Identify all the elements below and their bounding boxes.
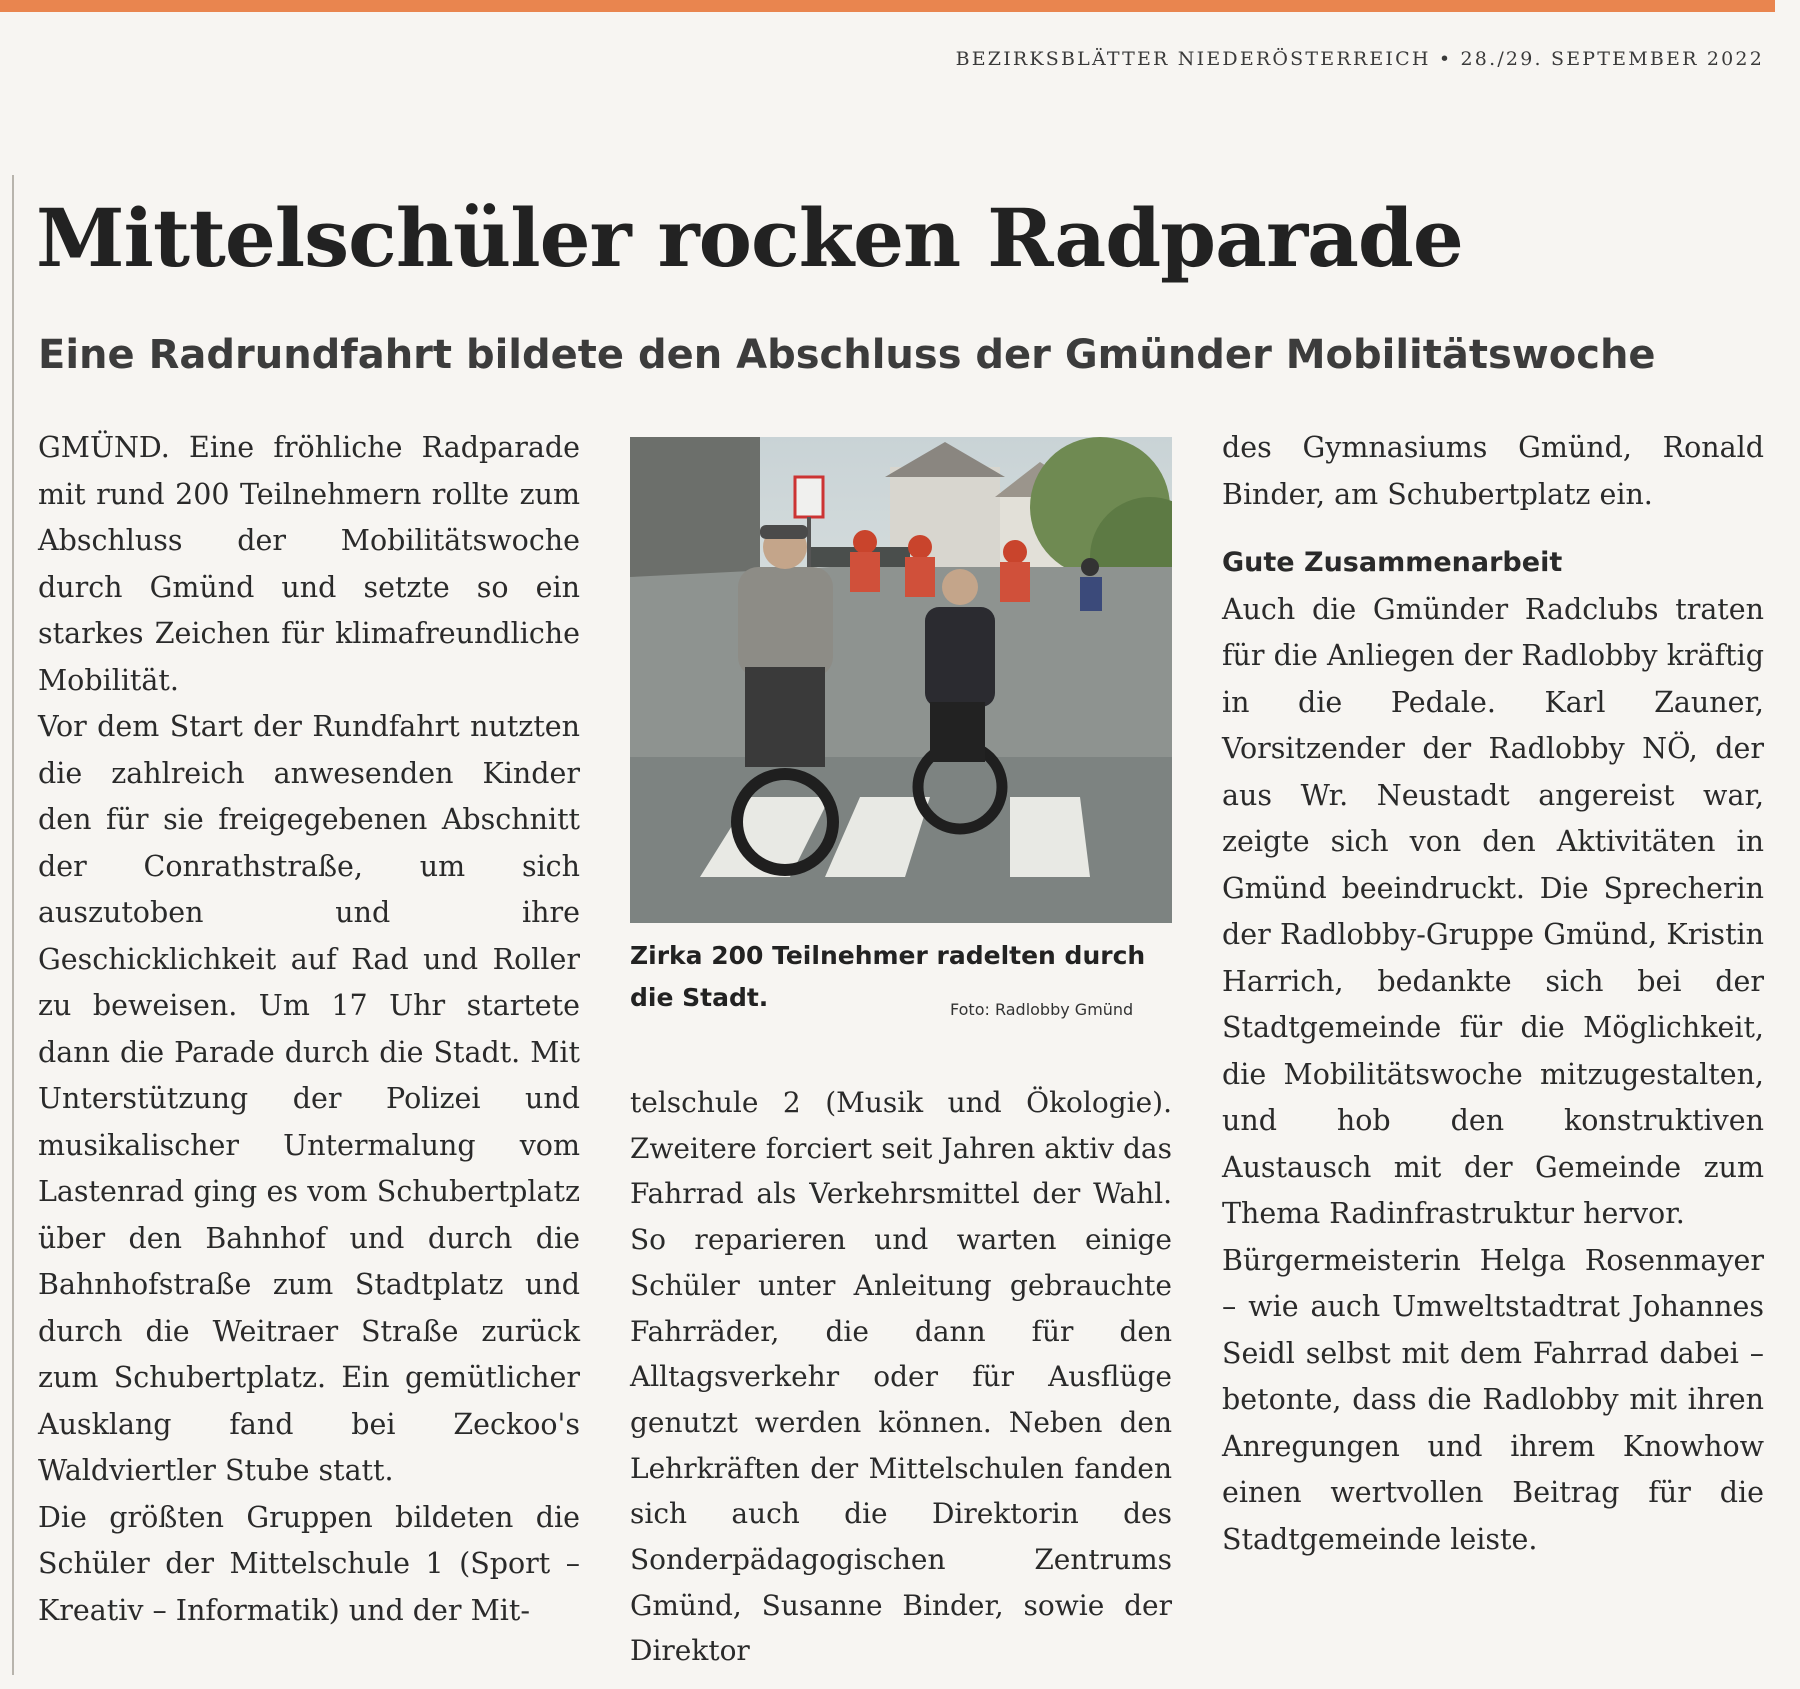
section-subhead: Gute Zusammenarbeit xyxy=(1222,547,1563,578)
photo-caption: Zirka 200 Teilnehmer radelten durch die Stadt. xyxy=(630,941,1146,1012)
article-photo xyxy=(630,437,1172,923)
article-column-1 xyxy=(38,425,580,1634)
photo-credit: Foto: Radlobby Gmünd xyxy=(950,1000,1134,1019)
subheadline: Eine Radrundfahrt bildete den Abschluss der Gmünder Mobilitätswoche xyxy=(38,332,1656,378)
paragraph: Auch die Gmünder Radclubs traten für die Anliegen der Radlobby kräftig in die Pedale. Karl Zauner, Vorsitzender der Radlobby NÖ, der aus Wr. Neustadt angereist war, zeigte sich von den Aktivitäten in Gmünd beeindruckt. Die Sprecherin der Radlobby-Gruppe Gmünd, Kristin Harrich, bedankte sich bei der Stadtgemeinde für die Möglichkeit, die Mobilitätswoche mitzugestalten, und hob den konstruktiven Austausch mit der Gemeinde zum Thema Radinfrastruktur hervor. xyxy=(1222,592,1764,1230)
paragraph: GMÜND. Eine fröhliche Radparade mit rund 200 Teilnehmern rollte zum Abschluss der Mobilitätswoche durch Gmünd und setzte so ein starkes Zeichen für klimafreundliche Mobilität. xyxy=(38,431,580,697)
paragraph: Vor dem Start der Rundfahrt nutzten die zahlreich anwesenden Kinder den für sie freigegebenen Abschnitt der Conrathstraße, um sich auszutoben und ihre Geschicklichkeit auf Rad und Roller zu beweisen. Um 17 Uhr startete dann die Parade durch die Stadt. Mit Unterstützung der Polizei und musikalischer Untermalung vom Lastenrad ging es vom Schubertplatz über den Bahnhof und durch die Bahnhofstraße zum Stadtplatz und durch die Weitraer Straße zurück zum Schubertplatz. Ein gemütlicher Ausklang fand bei Zeckoo's Waldviertler Stube statt. xyxy=(38,710,580,1487)
paragraph: Die größten Gruppen bildeten die Schüler der Mittelschule 1 (Sport – Kreativ – Informatik) und der Mit- xyxy=(38,1500,580,1627)
paragraph: telschule 2 (Musik und Ökologie). Zweitere forciert seit Jahren aktiv das Fahrrad als Verkehrsmittel der Wahl. So reparieren und warten einige Schüler unter Anleitung gebrauchte Fahrräder, die dann für den Alltagsverkehr oder für Ausflüge genutzt werden können. Neben den Lehrkräften der Mittelschulen fanden sich auch die Direktorin des Sonderpädagogischen Zentrums Gmünd, Susanne Binder, sowie der Direktor xyxy=(630,1086,1172,1668)
column-border xyxy=(12,175,14,1675)
publication-line: BEZIRKSBLÄTTER NIEDERÖSTERREICH • 28./29. SEPTEMBER 2022 xyxy=(955,48,1764,70)
paragraph: des Gymnasiums Gmünd, Ronald Binder, am Schubertplatz ein. xyxy=(1222,431,1764,511)
paragraph: Bürgermeisterin Helga Rosenmayer – wie auch Umweltstadtrat Johannes Seidl selbst mit dem Fahrrad dabei – betonte, dass die Radlobby mit ihren Anregungen und ihrem Knowhow einen wertvollen Beitrag für die Stadtgemeinde leiste. xyxy=(1222,1243,1764,1556)
article-column-2 xyxy=(630,1080,1172,1674)
top-accent-rule xyxy=(0,0,1775,12)
article-column-3 xyxy=(1222,425,1764,1563)
headline: Mittelschüler rocken Radparade xyxy=(36,191,1463,285)
